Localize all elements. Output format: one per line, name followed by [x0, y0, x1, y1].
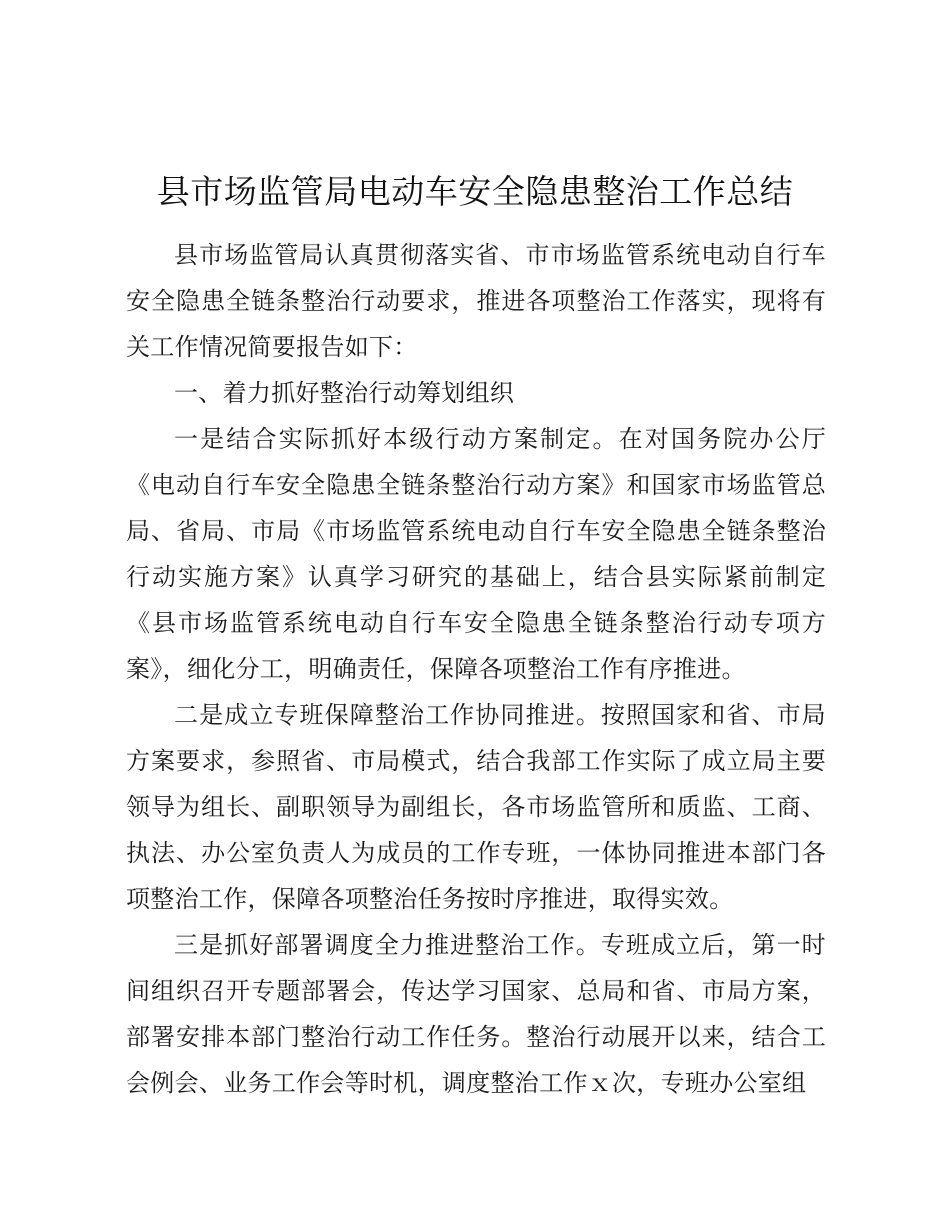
intro-paragraph: 县市场监管局认真贯彻落实省、市市场监管系统电动自行车安全隐患全链条整治行动要求，推进各项整治工作落实，现将有关工作情况简要报告如下：	[126, 241, 826, 361]
section-heading-1: 一、着力抓好整治行动筹划组织	[174, 379, 515, 407]
body-paragraph-plan: 一是结合实际抓好本级行动方案制定。在对国务院办公厅《电动自行车安全隐患全链条整治行动方案》和国家市场监管总局、省局、市局《市场监管系统电动自行车安全隐患全链条整治行动实施方案》认真学习研究的基础上，结合县实际紧前制定《县市场监管系统电动自行车安全隐患全链条整治行动专项方案》，细化分工，明确责任，保障各项整治工作有序推进。	[126, 425, 826, 683]
document-title: 县市场监管局电动车安全隐患整治工作总结	[156, 172, 794, 211]
document-body	[126, 232, 826, 1106]
body-paragraph-team: 二是成立专班保障整治工作协同推进。按照国家和省、市局方案要求，参照省、市局模式，结合我部工作实际了成立局主要领导为组长、副职领导为副组长，各市场监管所和质监、工商、执法、办公室负责人为成员的工作专班，一体协同推进本部门各项整治工作，保障各项整治任务按时序推进，取得实效。	[126, 701, 826, 913]
body-paragraph-deployment: 三是抓好部署调度全力推进整治工作。专班成立后，第一时间组织召开专题部署会，传达学习国家、总局和省、市局方案，部署安排本部门整治行动工作任务。整治行动展开以来，结合工会例会、业务工作会等时机，调度整治工作ｘ次，专班办公室组	[126, 931, 826, 1097]
